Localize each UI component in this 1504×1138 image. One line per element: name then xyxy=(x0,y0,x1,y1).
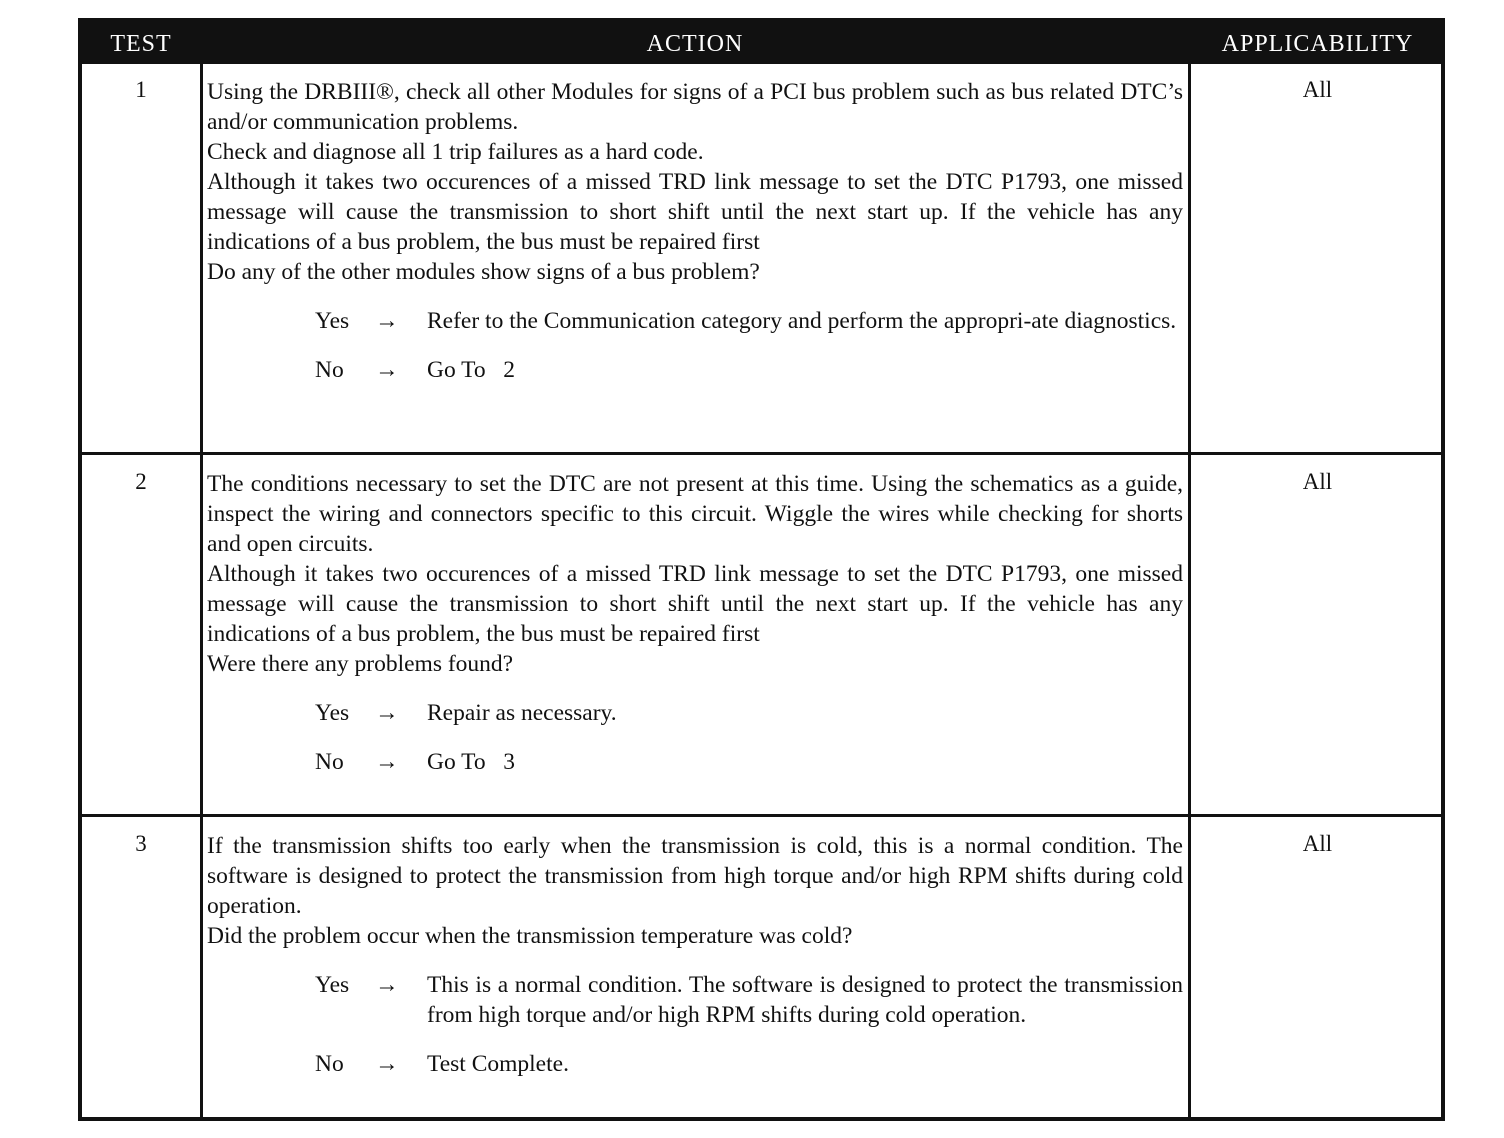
action-text xyxy=(207,77,1183,385)
test-number: 3 xyxy=(135,831,147,856)
row-divider xyxy=(82,814,1441,817)
applicability: All xyxy=(1302,831,1333,856)
yes-label: Yes xyxy=(315,700,350,726)
yes-result: Repair as necessary. xyxy=(427,700,617,726)
applicability: All xyxy=(1302,469,1333,494)
arrow-icon: → xyxy=(375,700,399,726)
row-divider xyxy=(82,452,1441,455)
test-number: 2 xyxy=(135,469,147,494)
action-question: Were there any problems found? xyxy=(207,651,514,677)
table-header xyxy=(82,22,1441,64)
no-result: Go To 3 xyxy=(427,749,516,775)
action-text xyxy=(207,831,1183,1079)
test-number: 1 xyxy=(135,77,147,102)
yes-label: Yes xyxy=(315,972,350,998)
no-option xyxy=(315,1049,1183,1079)
yes-option xyxy=(315,970,1183,1030)
no-label: No xyxy=(315,357,344,383)
no-option xyxy=(315,355,1183,385)
diagnostic-table xyxy=(78,18,1445,1121)
action-paragraph: Check and diagnose all 1 trip failures as a hard code. xyxy=(207,139,704,165)
yes-label: Yes xyxy=(315,308,350,334)
header-action: ACTION xyxy=(646,31,744,57)
column-divider xyxy=(1188,64,1191,1117)
action-paragraph: Although it takes two occurences of a missed TRD link message to set the DTC P1793, one missed message will cause the transmission to short shift until the next start up. If the vehicle has any indications of a bus problem, the bus must be repaired first xyxy=(207,169,1183,255)
arrow-icon: → xyxy=(375,1051,399,1077)
yes-result: This is a normal condition. The software is designed to protect the transmission from high torque and/or high RPM shifts during cold operation. xyxy=(427,972,1183,1028)
arrow-icon: → xyxy=(375,308,399,334)
action-question: Do any of the other modules show signs of a bus problem? xyxy=(207,259,760,285)
no-option xyxy=(315,747,1183,777)
action-paragraph: Although it takes two occurences of a missed TRD link message to set the DTC P1793, one missed message will cause the transmission to short shift until the next start up. If the vehicle has any indications of a bus problem, the bus must be repaired first xyxy=(207,561,1183,647)
action-question: Did the problem occur when the transmission temperature was cold? xyxy=(207,923,853,949)
applicability: All xyxy=(1302,77,1333,102)
no-result: Test Complete. xyxy=(427,1051,569,1077)
no-label: No xyxy=(315,749,344,775)
action-paragraph: Using the DRBIII®, check all other Modules for signs of a PCI bus problem such as bus related DTC’s and/or communication problems. xyxy=(207,79,1183,135)
header-applicability: APPLICABILITY xyxy=(1221,31,1414,57)
arrow-icon: → xyxy=(375,972,399,998)
no-label: No xyxy=(315,1051,344,1077)
yes-option xyxy=(315,698,1183,728)
action-paragraph: The conditions necessary to set the DTC are not present at this time. Using the schematics as a guide, inspect the wiring and connectors specific to this circuit. Wiggle the wires while checking for shorts and open circuits. xyxy=(207,471,1183,557)
action-paragraph: If the transmission shifts too early when the transmission is cold, this is a normal condition. The software is designed to protect the transmission from high torque and/or high RPM shifts during cold operation. xyxy=(207,833,1183,919)
arrow-icon: → xyxy=(375,357,399,383)
action-text xyxy=(207,469,1183,777)
arrow-icon: → xyxy=(375,749,399,775)
yes-result: Refer to the Communication category and perform the appropri-ate diagnostics. xyxy=(427,308,1177,334)
column-divider xyxy=(200,64,203,1117)
header-test: TEST xyxy=(110,31,172,57)
no-result: Go To 2 xyxy=(427,357,516,383)
yes-option xyxy=(315,306,1183,336)
